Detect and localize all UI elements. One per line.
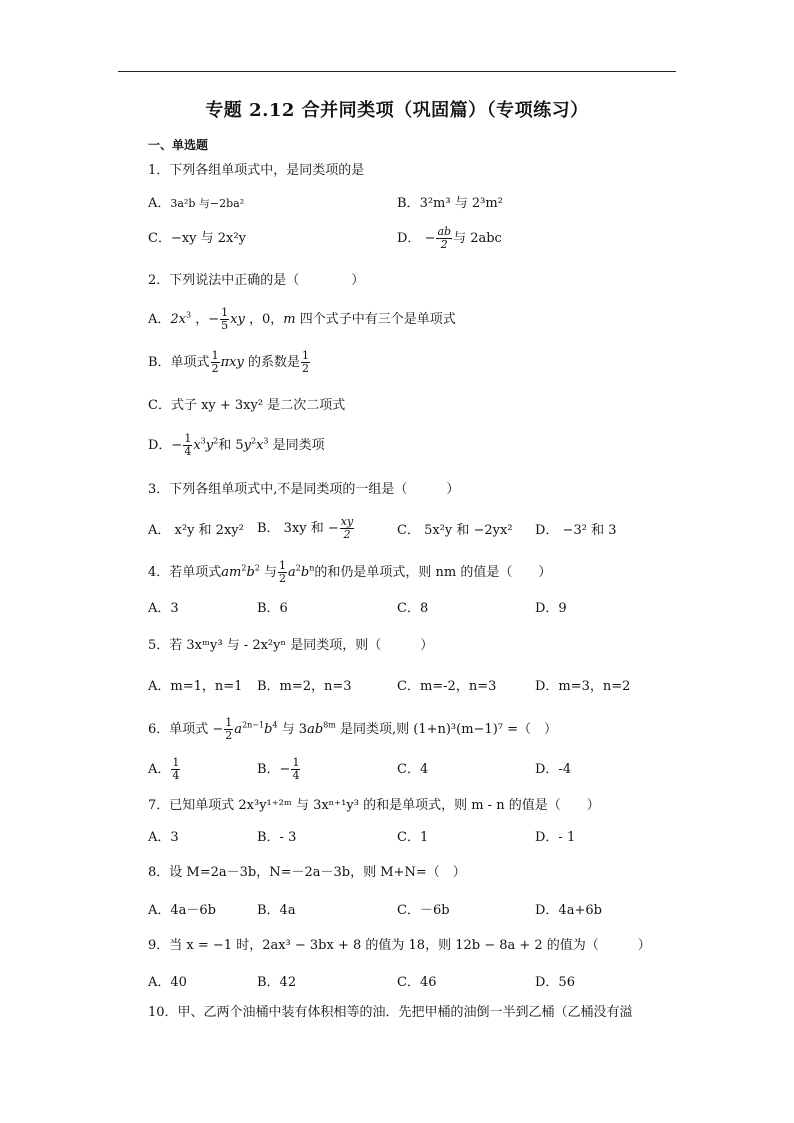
q6-option-a: A． $\frac{1}{4}$ [148, 756, 180, 782]
q7-option-a: A．3 [148, 830, 179, 845]
q7-option-d: D．- 1 [535, 830, 576, 845]
question-7-stem: 7．已知单项式 2x³y¹⁺²ᵐ 与 3xⁿ⁺¹y³ 的和是单项式，则 m - n 的值是（ ） [148, 798, 600, 813]
q9-option-b: B．42 [257, 975, 297, 990]
q1-option-a: A．3a²b 与−2ba² [148, 196, 245, 211]
q5-option-a: A．m=1，n=1 [148, 679, 243, 694]
q2-option-b: B．单项式 $\frac{1}{2}$ πxy 的系数是 $\frac{1}{2}$ [148, 349, 309, 375]
q3-option-c: C． 5x²y 和 −2yx² [397, 523, 513, 538]
q9-option-c: C．46 [397, 975, 437, 990]
q4-option-d: D．9 [535, 601, 567, 616]
q1-option-d: D． − $\frac{ab}{2}$ 与 2abc [397, 225, 502, 251]
q5-option-b: B．m=2，n=3 [257, 679, 352, 694]
question-6-stem: 6．单项式 − $\frac{1}{2}$ $a^{2n-1}b^4$ 与 $3ab^{8m}$ 是同类项,则 (1+n)³(m−1)⁷ =（ ） [148, 716, 558, 742]
q1-option-b: B．3²m³ 与 2³m² [397, 196, 503, 211]
q4-option-b: B．6 [257, 601, 288, 616]
q7-option-c: C．1 [397, 830, 429, 845]
q6-option-c: C．4 [397, 762, 429, 777]
question-9-stem: 9．当 x = −1 时，2ax³ − 3bx + 8 的值为 18，则 12b − 8a + 2 的值为（ ） [148, 938, 651, 953]
q9-option-d: D．56 [535, 975, 575, 990]
question-1-stem: 1．下列各组单项式中，是同类项的是 [148, 163, 365, 178]
q8-option-d: D．4a+6b [535, 903, 602, 918]
q2-option-d: D．− $\frac{1}{4}$ $x^3y^2$和 $5y^2x^3$ 是同类项 [148, 432, 325, 458]
q6-option-b: B．− $\frac{1}{4}$ [257, 756, 300, 782]
q8-option-a: A．4a－6b [148, 903, 217, 918]
q4-option-c: C．8 [397, 601, 429, 616]
q3-option-a: A． x²y 和 2xy² [148, 523, 244, 538]
q3-option-b: B． 3xy 和 − $\frac{xy}{2}$ [257, 515, 354, 541]
q4-option-a: A．3 [148, 601, 179, 616]
q8-option-b: B．4a [257, 903, 296, 918]
section-heading: 一、单选题 [148, 138, 209, 152]
q3-option-d: D． −3² 和 3 [535, 523, 617, 538]
question-2-stem: 2．下列说法中正确的是（ ） [148, 273, 365, 288]
q9-option-a: A．40 [148, 975, 187, 990]
q8-option-c: C．－6b [397, 903, 450, 918]
question-10-stem: 10．甲、乙两个油桶中装有体积相等的油．先把甲桶的油倒一半到乙桶（乙桶没有溢 [148, 1005, 633, 1020]
q5-option-c: C．m=-2，n=3 [397, 679, 497, 694]
question-4-stem: 4．若单项式$am^2b^2$ 与 $\frac{1}{2}$ $a^2b^n$的和仍是单项式，则 nm 的值是（ ） [148, 559, 552, 585]
header-rule [118, 71, 676, 72]
q5-option-d: D．m=3，n=2 [535, 679, 631, 694]
question-8-stem: 8．设 M=2a－3b，N=－2a－3b，则 M+N=（ ） [148, 865, 466, 880]
q2-option-a: A．$2x^3$ ，− $\frac{1}{5}$ xy ，0，m 四个式子中有三个是单项式 [148, 306, 456, 332]
q7-option-b: B．- 3 [257, 830, 297, 845]
q1-option-c: C．−xy 与 2x²y [148, 231, 246, 246]
question-5-stem: 5．若 3xᵐy³ 与 - 2x²yⁿ 是同类项，则（ ） [148, 638, 434, 653]
q2-option-c: C．式子 xy + 3xy² 是二次二项式 [148, 398, 346, 413]
question-3-stem: 3．下列各组单项式中,不是同类项的一组是（ ） [148, 482, 460, 497]
q6-option-d: D．-4 [535, 762, 572, 777]
page-title: 专题 2.12 合并同类项（巩固篇）（专项练习） [205, 100, 589, 121]
